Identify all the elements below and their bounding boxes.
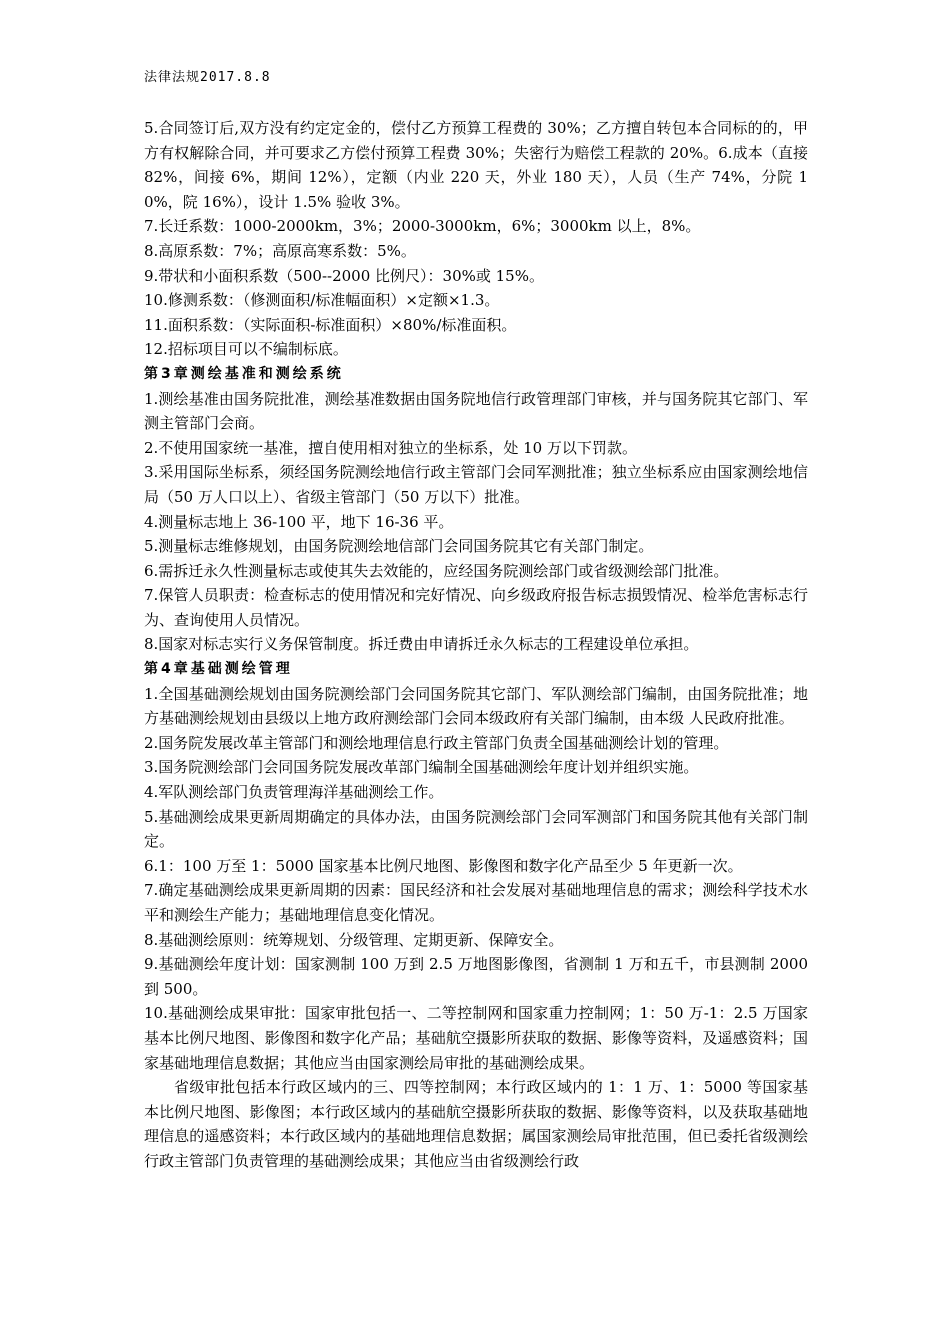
paragraph: 2.不使用国家统一基准，擅自使用相对独立的坐标系，处 10 万以下罚款。 <box>144 438 637 457</box>
paragraph: 7.保管人员职责：检查标志的使用情况和完好情况、向乡级政府报告标志损毁情况、检举危害标志行为、查询使用人员情况。 <box>144 586 808 629</box>
chapter-heading: 第3章测绘基准和测绘系统 <box>144 365 344 382</box>
paragraph: 6.1：100 万至 1：5000 国家基本比例尺地图、影像图和数字化产品至少 5 年更新一次。 <box>144 856 743 875</box>
paragraph: 10.基础测绘成果审批：国家审批包括一、二等控制网和国家重力控制网；1：50 万-1：2.5 万国家基本比例尺地图、影像图和数字化产品；基础航空摄影所获取的数据、影像等资料，及遥感资料；国家基础地理信息数据；其他应当由国家测绘局审批的基础测绘成果。 <box>144 1004 808 1072</box>
document-body <box>144 116 808 1174</box>
paragraph: 6.需拆迁永久性测量标志或使其失去效能的，应经国务院测绘部门或省级测绘部门批准。 <box>144 561 729 580</box>
paragraph: 3.采用国际坐标系，须经国务院测绘地信行政主管部门会同军测批准；独立坐标系应由国家测绘地信局（50 万人口以上）、省级主管部门（50 万以下）批准。 <box>144 463 808 506</box>
paragraph: 3.国务院测绘部门会同国务院发展改革部门编制全国基础测绘年度计划并组织实施。 <box>144 758 699 777</box>
paragraph: 9.基础测绘年度计划：国家测制 100 万到 2.5 万地图影像图，省测制 1 万和五千，市县测制 2000 到 500。 <box>144 955 808 998</box>
paragraph: 8.高原系数：7%；高原高寒系数：5%。 <box>144 241 416 260</box>
paragraph: 7.确定基础测绘成果更新周期的因素：国民经济和社会发展对基础地理信息的需求；测绘科学技术水平和测绘生产能力；基础地理信息变化情况。 <box>144 881 808 924</box>
indented-paragraph: 省级审批包括本行政区域内的三、四等控制网；本行政区域内的 1：1 万、1：5000 等国家基本比例尺地图、影像图；本行政区域内的基础航空摄影所获取的数据、影像等资料，以及获取基础地理信息的遥感资料；本行政区域内的基础地理信息数据；属国家测绘局审批范围，但已委托省级测绘行政主管部门负责管理的基础测绘成果；其他应当由省级测绘行政 <box>144 1078 808 1170</box>
paragraph: 10.修测系数：（修测面积/标准幅面积）×定额×1.3。 <box>144 291 500 310</box>
paragraph: 12.招标项目可以不编制标底。 <box>144 340 348 359</box>
paragraph: 9.带状和小面积系数（500--2000 比例尺）：30%或 15%。 <box>144 266 544 285</box>
paragraph: 4.测量标志地上 36-100 平，地下 16-36 平。 <box>144 512 454 531</box>
paragraph: 5.合同签订后,双方没有约定定金的，偿付乙方预算工程费的 30%；乙方擅自转包本合同标的的，甲方有权解除合同，并可要求乙方偿付预算工程费 30%；失密行为赔偿工程款的 20%。6.成本（直接 82%，间接 6%，期间 12%），定额（内业 220 天，外业 180 天），人员（生产 74%，分院 10%，院 16%），设计 1.5% 验收 3%。 <box>144 119 808 211</box>
paragraph: 11.面积系数：（实际面积-标准面积）×80%/标准面积。 <box>144 315 517 334</box>
paragraph: 8.基础测绘原则：统筹规划、分级管理、定期更新、保障安全。 <box>144 930 564 949</box>
paragraph: 1.全国基础测绘规划由国务院测绘部门会同国务院其它部门、军队测绘部门编制，由国务院批准；地方基础测绘规划由县级以上地方政府测绘部门会同本级政府有关部门编制，由本级 人民政府批准。 <box>144 684 808 728</box>
chapter-heading: 第4章基础测绘管理 <box>144 661 293 678</box>
paragraph: 4.军队测绘部门负责管理海洋基础测绘工作。 <box>144 783 444 802</box>
paragraph: 8.国家对标志实行义务保管制度。拆迁费由申请拆迁永久标志的工程建设单位承担。 <box>144 635 699 654</box>
paragraph: 5.基础测绘成果更新周期确定的具体办法，由国务院测绘部门会同军测部门和国务院其他有关部门制定。 <box>144 807 808 851</box>
paragraph: 2.国务院发展改革主管部门和测绘地理信息行政主管部门负责全国基础测绘计划的管理。 <box>144 733 729 752</box>
paragraph: 5.测量标志维修规划，由国务院测绘地信部门会同国务院其它有关部门制定。 <box>144 537 654 556</box>
page-header: 法律法规2017.8.8 <box>144 70 271 85</box>
paragraph: 1.测绘基准由国务院批准，测绘基准数据由国务院地信行政管理部门审核，并与国务院其它部门、军测主管部门会商。 <box>144 389 808 433</box>
paragraph: 7.长迁系数：1000-2000km，3%；2000-3000km，6%；3000km 以上，8%。 <box>144 217 701 236</box>
